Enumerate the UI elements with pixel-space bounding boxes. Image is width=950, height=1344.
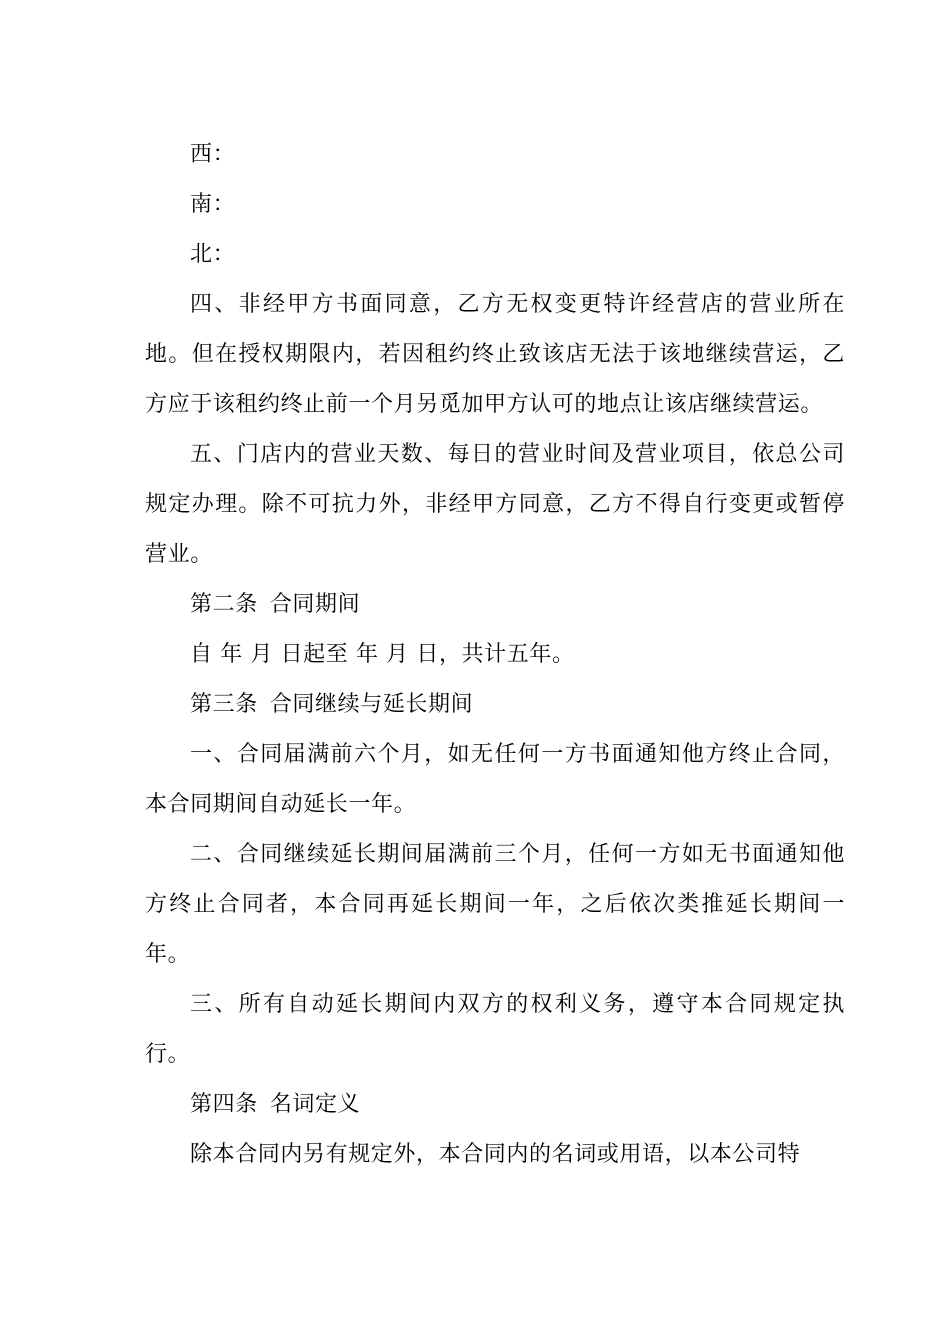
document-body [145, 130, 845, 1180]
paragraph-definitions: 除本合同内另有规定外，本合同内的名词或用语，以本公司特 [190, 1142, 801, 1167]
article-4-heading [145, 1080, 845, 1130]
article-title: 名词定义 [269, 1092, 361, 1117]
paragraph-north: 北： [190, 242, 236, 267]
article-title: 合同期间 [269, 592, 361, 617]
paragraph-clause-4: 四、非经甲方书面同意，乙方无权变更特许经营店的营业所在地。但在授权期限内，若因租约终止致该店无法于该地继续营运，乙方应于该租约终止前一个月另觅加甲方认可的地点让该店继续营运。 [145, 292, 845, 417]
article-title: 合同继续与延长期间 [269, 692, 474, 717]
article-2-heading [145, 580, 845, 630]
paragraph-contract-period: 自 年 月 日起至 年 月 日，共计五年。 [190, 642, 575, 667]
paragraph-west: 西： [190, 142, 236, 167]
paragraph-renewal-1: 一、合同届满前六个月，如无任何一方书面通知他方终止合同，本合同期间自动延长一年。 [145, 742, 845, 817]
paragraph-renewal-2: 二、合同继续延长期间届满前三个月，任何一方如无书面通知他方终止合同者，本合同再延长期间一年，之后依次类推延长期间一年。 [145, 842, 845, 967]
paragraph-renewal-3: 三、所有自动延长期间内双方的权利义务，遵守本合同规定执行。 [145, 992, 845, 1067]
paragraph-clause-5: 五、门店内的营业天数、每日的营业时间及营业项目，依总公司规定办理。除不可抗力外，非经甲方同意，乙方不得自行变更或暂停营业。 [145, 442, 845, 567]
article-number: 第二条 [190, 592, 258, 617]
article-number: 第四条 [190, 1092, 258, 1117]
article-number: 第三条 [190, 692, 258, 717]
article-3-heading [145, 680, 845, 730]
paragraph-south: 南： [190, 192, 236, 217]
